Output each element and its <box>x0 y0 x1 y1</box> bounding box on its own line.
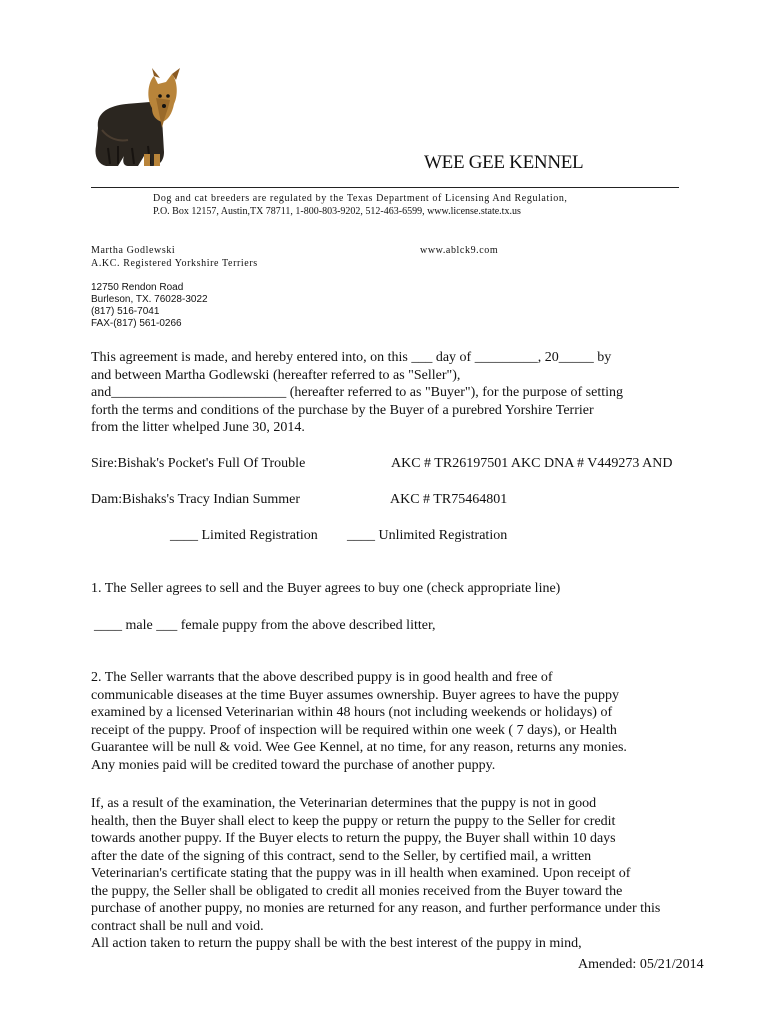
agreement-paragraph <box>91 349 731 437</box>
limited-registration-option[interactable]: ____ Limited Registration <box>170 528 318 543</box>
clause-1-text: 1. The Seller agrees to sell and the Buyer agrees to buy one (check appropriate line) <box>91 581 561 596</box>
clause-3-line: If, as a result of the examination, the Veterinarian determines that the puppy is not in good <box>91 796 597 811</box>
agreement-line: and_________________________ (hereafter referred to as "Buyer"), for the purpose of setting <box>91 385 623 400</box>
clause-3-line: All action taken to return the puppy shall be with the best interest of the puppy in mind, <box>91 936 582 951</box>
seller-address-1: 12750 Rendon Road <box>91 282 184 293</box>
clause-2-line: communicable diseases at the time Buyer assumes ownership. Buyer agrees to have the puppy <box>91 687 619 703</box>
dam-akc: AKC # TR75464801 <box>390 492 508 507</box>
puppy-sex-options[interactable]: ____ male ___ female puppy from the above described litter, <box>94 618 436 633</box>
clause-3-line: Veterinarian's certificate stating that the puppy was in ill health when examined. Upon receipt of <box>91 866 631 881</box>
clause-2-line: 2. The Seller warrants that the above described puppy is in good health and free of <box>91 670 553 685</box>
clause-3-paragraph <box>91 795 731 953</box>
clause-2-line: Guarantee will be null & void. Wee Gee Kennel, at no time, for any reason, returns any monies. <box>91 740 627 755</box>
agreement-line: This agreement is made, and hereby entered into, on this ___ day of _________, 20_____ by <box>91 350 612 365</box>
clause-3-line: contract shall be null and void. <box>91 918 264 934</box>
seller-fax: FAX-(817) 561-0266 <box>91 318 182 329</box>
clause-3-line: towards another puppy. If the Buyer elects to return the puppy, the Buyer shall within 10 days <box>91 831 616 846</box>
yorkshire-terrier-logo-icon <box>88 68 192 172</box>
seller-name: Martha Godlewski <box>91 245 176 256</box>
dam-name: Dam:Bishaks's Tracy Indian Summer <box>91 492 301 507</box>
amended-date: Amended: 05/21/2014 <box>578 957 704 972</box>
sire-akc: AKC # TR26197501 AKC DNA # V449273 AND <box>391 456 673 471</box>
clause-2-paragraph <box>91 669 731 774</box>
clause-2-line: receipt of the puppy. Proof of inspection will be required within one week ( 7 days), or Health <box>91 722 617 738</box>
regulation-line-1: Dog and cat breeders are regulated by the Texas Department of Licensing And Regulation, <box>153 193 568 204</box>
seller-phone: (817) 516-7041 <box>91 306 160 317</box>
sire-name: Sire:Bishak's Pocket's Full Of Trouble <box>91 456 306 471</box>
clause-2-line: Any monies paid will be credited toward the purchase of another puppy. <box>91 757 496 773</box>
header-divider <box>91 187 679 188</box>
seller-address-2: Burleson, TX. 76028-3022 <box>91 294 208 305</box>
agreement-line: from the litter whelped June 30, 2014. <box>91 420 305 435</box>
regulation-line-2: P.O. Box 12157, Austin,TX 78711, 1-800-803-9202, 512-463-6599, www.license.state.tx.us <box>153 206 521 217</box>
agreement-line: and between Martha Godlewski (hereafter referred to as "Seller"), <box>91 367 461 383</box>
clause-2-line: examined by a licensed Veterinarian within 48 hours (not including weekends or holidays) of <box>91 705 613 720</box>
clause-3-line: the puppy, the Seller shall be obligated to credit all monies received from the Buyer toward the <box>91 883 623 899</box>
agreement-line: forth the terms and conditions of the purchase by the Buyer of a purebred Yorshire Terrier <box>91 402 594 418</box>
unlimited-registration-option[interactable]: ____ Unlimited Registration <box>347 528 508 543</box>
kennel-title: WEE GEE KENNEL <box>424 152 584 173</box>
seller-subtitle: A.KC. Registered Yorkshire Terriers <box>91 258 258 269</box>
clause-3-line: after the date of the signing of this contract, send to the Seller, by certified mail, a written <box>91 848 592 864</box>
clause-3-line: purchase of another puppy, no monies are returned for any reason, and further performance under this <box>91 901 661 916</box>
seller-website: www.ablck9.com <box>420 245 499 256</box>
clause-3-line: health, then the Buyer shall elect to keep the puppy or return the puppy to the Seller for credit <box>91 813 616 829</box>
